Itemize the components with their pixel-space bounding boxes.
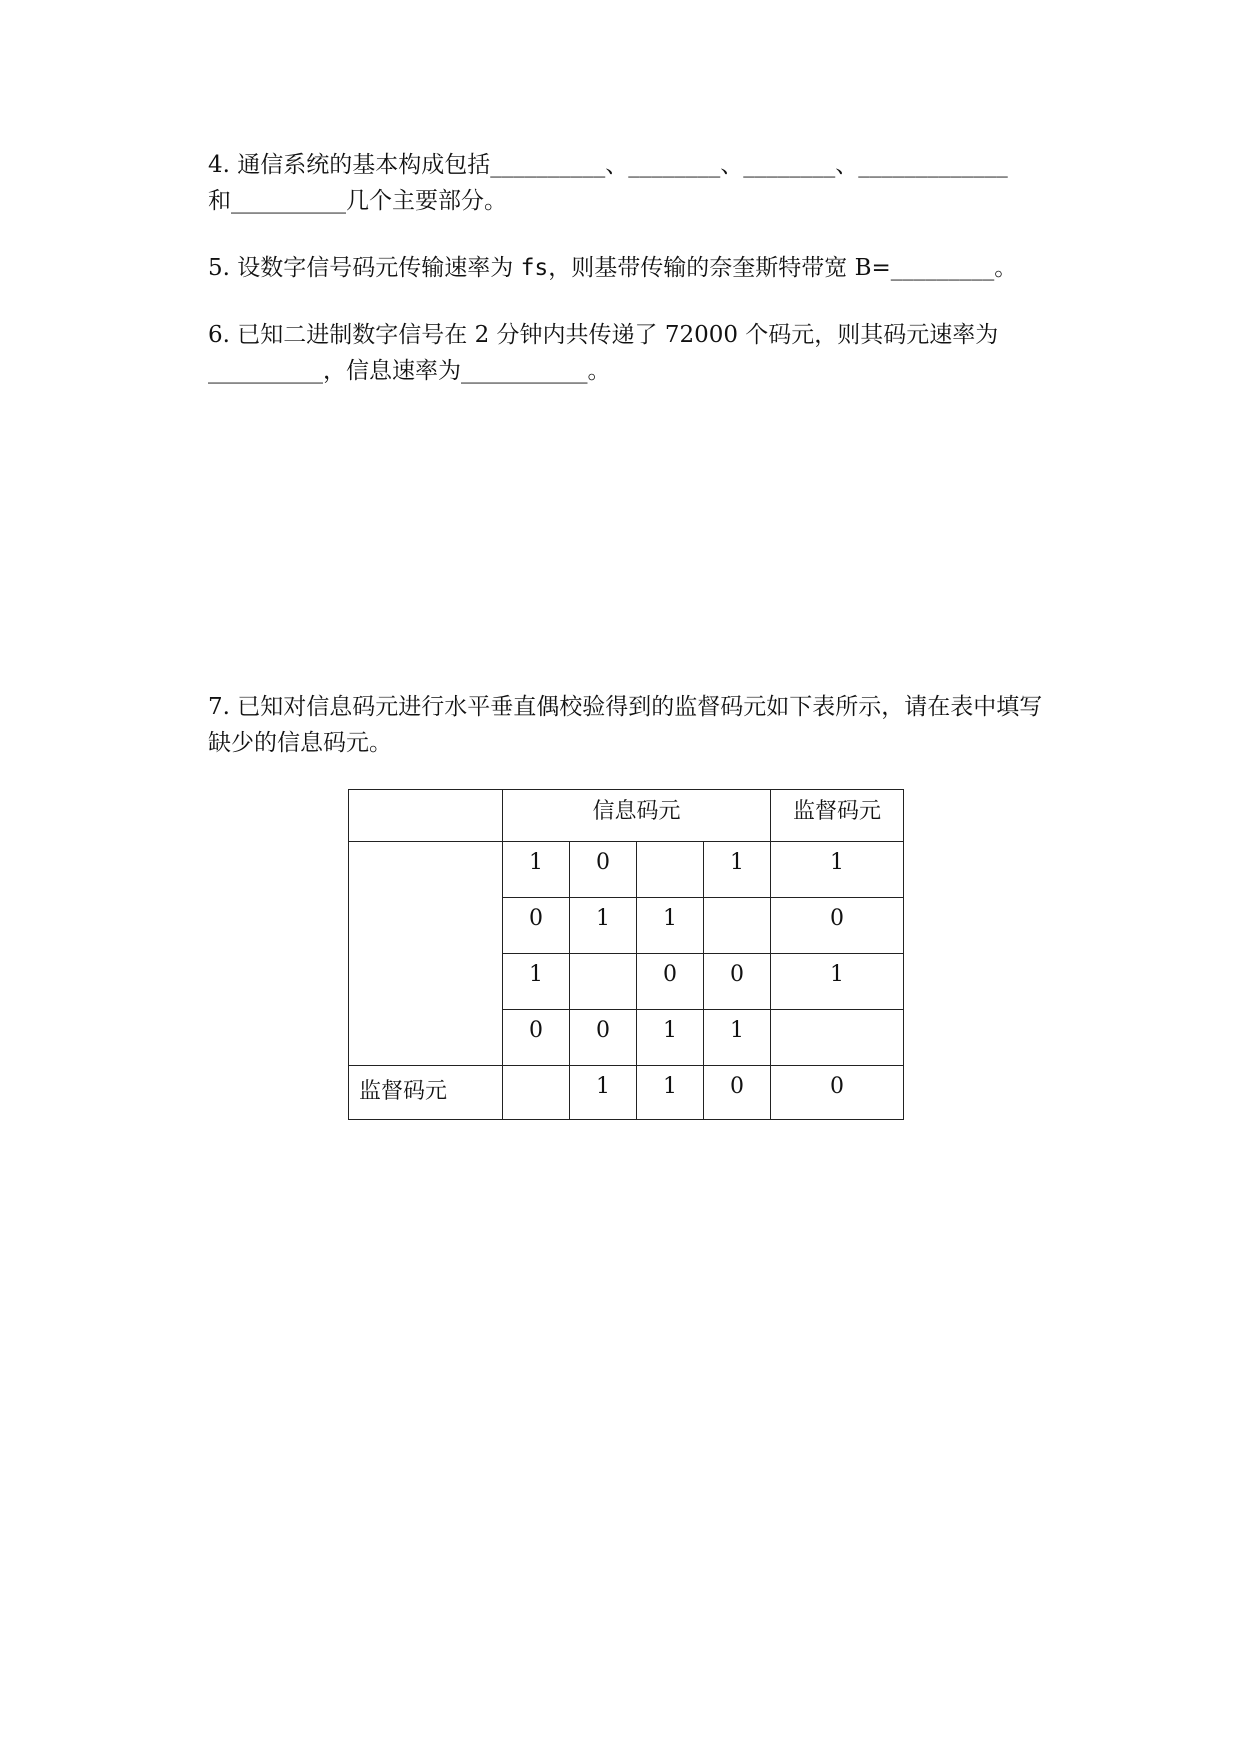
table-cell [570, 954, 637, 1010]
table-corner-cell [349, 790, 503, 842]
table-header-check-bits: 监督码元 [771, 790, 904, 842]
question-5-variable: fs [520, 255, 549, 281]
table-header-row [349, 790, 904, 842]
table-cell: 0 [503, 1010, 570, 1066]
table-footer-check-cell: 0 [771, 1066, 904, 1120]
table-footer-cell: 0 [704, 1066, 771, 1120]
table-cell: 0 [570, 1010, 637, 1066]
table-check-cell: 0 [771, 898, 904, 954]
table-cell: 1 [637, 898, 704, 954]
table-cell: 1 [637, 1010, 704, 1066]
question-6-line-1: 6. 已知二进制数字信号在 2 分钟内共传递了 72000 个码元，则其码元速率为 [208, 322, 999, 348]
table-cell: 1 [570, 898, 637, 954]
table-cell: 1 [704, 1010, 771, 1066]
parity-table [348, 789, 904, 1120]
question-6 [208, 317, 1128, 389]
table-check-cell: 1 [771, 842, 904, 898]
table-check-cell: 1 [771, 954, 904, 1010]
table-row [349, 842, 904, 898]
table-cell: 0 [704, 954, 771, 1010]
question-5 [208, 250, 1128, 286]
question-7-line-1: 7. 已知对信息码元进行水平垂直偶校验得到的监督码元如下表所示，请在表中填写 [208, 694, 1043, 720]
table-cell [704, 898, 771, 954]
table-footer-cell: 1 [570, 1066, 637, 1120]
table-row-label-blank [349, 842, 503, 1066]
table-cell [637, 842, 704, 898]
table-cell: 1 [503, 842, 570, 898]
question-5-text-pre: 5. 设数字信号码元传输速率为 [208, 255, 521, 281]
question-7-line-2: 缺少的信息码元。 [208, 730, 392, 756]
table-footer-label: 监督码元 [349, 1066, 503, 1120]
table-footer-cell [503, 1066, 570, 1120]
question-4 [208, 147, 1128, 219]
table-cell: 1 [704, 842, 771, 898]
question-4-line-2: 和__________几个主要部分。 [208, 188, 507, 214]
table-check-cell [771, 1010, 904, 1066]
question-4-line-1: 4. 通信系统的基本构成包括__________、________、________、_____________ [208, 152, 1008, 178]
question-5-text-post: ，则基带传输的奈奎斯特带宽 B=_________。 [548, 255, 1018, 281]
table-cell: 0 [637, 954, 704, 1010]
table-cell: 0 [503, 898, 570, 954]
table-footer-cell: 1 [637, 1066, 704, 1120]
question-7 [208, 689, 1128, 761]
question-5-line [208, 250, 1128, 286]
table-footer-row [349, 1066, 904, 1120]
table-header-info-bits: 信息码元 [503, 790, 771, 842]
table-cell: 0 [570, 842, 637, 898]
question-6-line-2: __________，信息速率为___________。 [208, 358, 611, 384]
table-cell: 1 [503, 954, 570, 1010]
